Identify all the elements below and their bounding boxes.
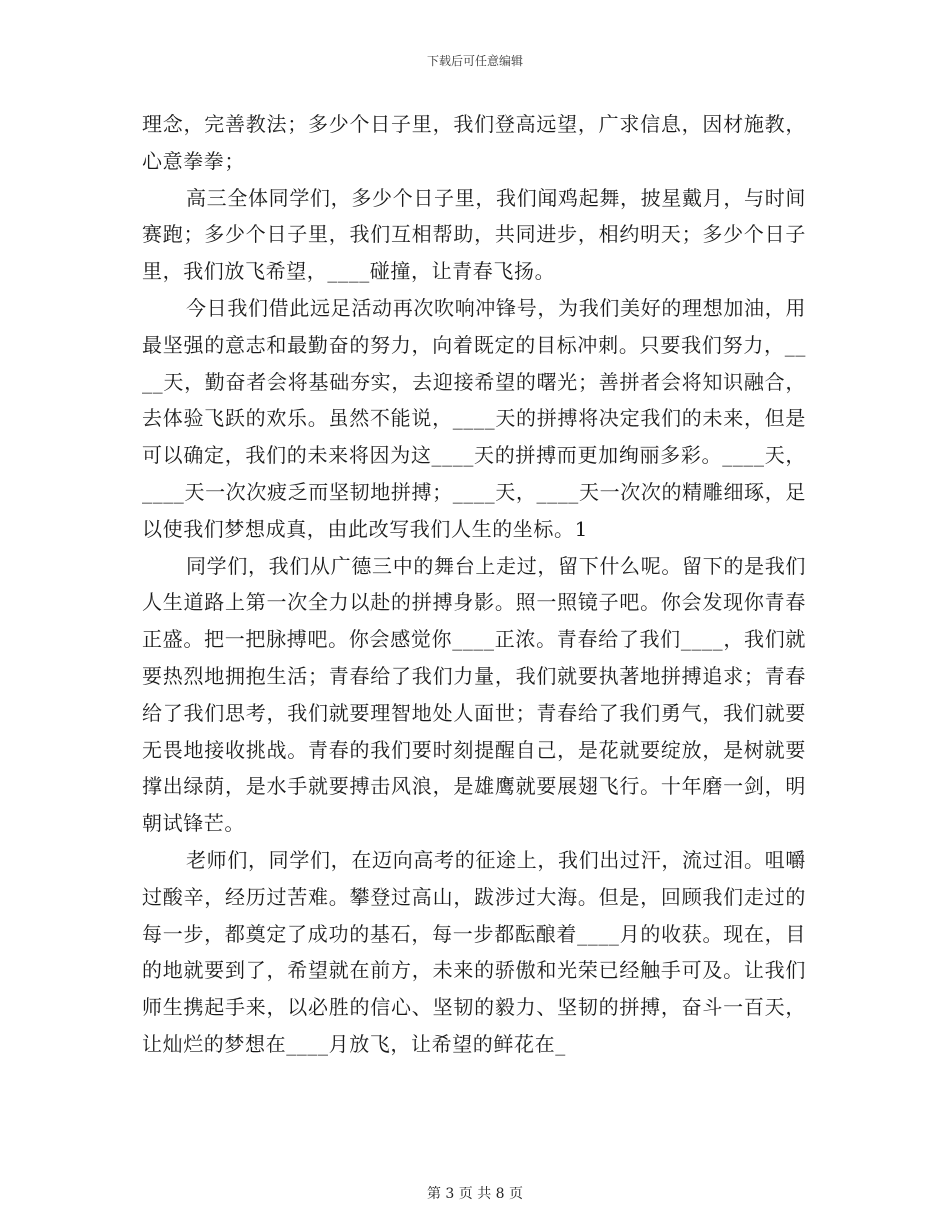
page-header: 下载后可任意编辑: [426, 54, 523, 68]
paragraph-2: 高三全体同学们，多少个日子里，我们闻鸡起舞，披星戴月，与时间赛跑；多少个日子里，我们互相帮助，共同进步，相约明天；多少个日子里，我们放飞希望，____碰撞，让青春飞扬。: [142, 185, 806, 284]
paragraph-1: 理念，完善教法；多少个日子里，我们登高远望，广求信息，因材施教，心意拳拳；: [142, 112, 806, 173]
paragraph-5: 老师们，同学们，在迈向高考的征途上，我们出过汗，流过泪。咀嚼过酸辛，经历过苦难。攀登过高山，跋涉过大海。但是，回顾我们走过的每一步，都奠定了成功的基石，每一步都酝酿着____月的收获。现在，目的地就要到了，希望就在前方，未来的骄傲和光荣已经触手可及。让我们师生携起手来，以必胜的信心、坚韧的毅力、坚韧的拼搏，奋斗一百天，让灿烂的梦想在____月放飞，让希望的鲜花在_: [142, 847, 806, 1056]
paragraph-3: 今日我们借此远足活动再次吹响冲锋号，为我们美好的理想加油，用最坚强的意志和最勤奋的努力，向着既定的目标冲刺。只要我们努力，____天，勤奋者会将基础夯实，去迎接希望的曙光；善拼者会将知识融合，去体验飞跃的欢乐。虽然不能说，____天的拼搏将决定我们的未来，但是可以确定，我们的未来将因为这____天的拼搏而更加绚丽多彩。____天，____天一次次疲乏而坚韧地拼搏；____天，____天一次次的精雕细琢，足以使我们梦想成真，由此改写我们人生的坐标。1: [142, 295, 806, 541]
page-number-footer: 第 3 页 共 8 页: [426, 1186, 524, 1202]
document-body: [142, 106, 806, 1063]
paragraph-4: 同学们，我们从广德三中的舞台上走过，留下什么呢。留下的是我们人生道路上第一次全力以赴的拼搏身影。照一照镜子吧。你会发现你青春正盛。把一把脉搏吧。你会感觉你____正浓。青春给了我们____，我们就要热烈地拥抱生活；青春给了我们力量，我们就要执著地拼搏追求；青春给了我们思考，我们就要理智地处人面世；青春给了我们勇气，我们就要无畏地接收挑战。青春的我们要时刻提醒自己，是花就要绽放，是树就要撑出绿荫，是水手就要搏击风浪，是雄鹰就要展翅飞行。十年磨一剑，明朝试锋芒。: [142, 553, 806, 836]
